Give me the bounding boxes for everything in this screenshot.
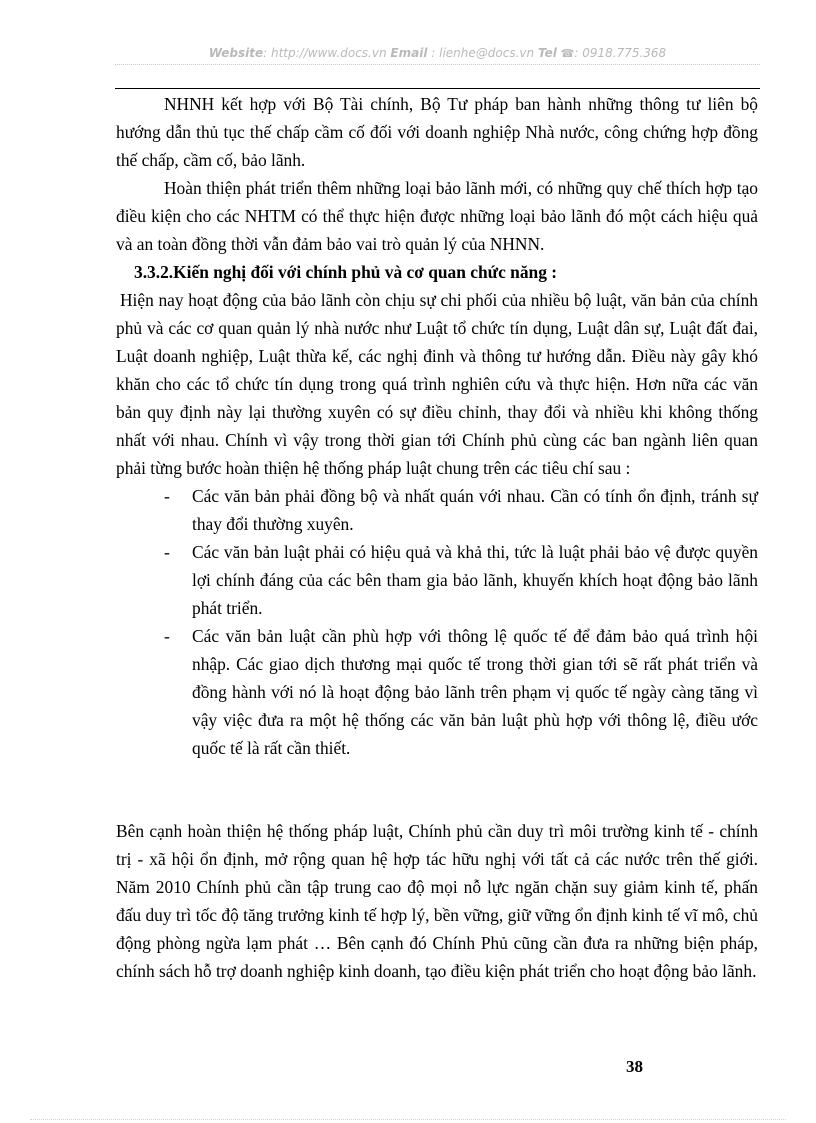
body-top-block <box>116 90 758 762</box>
bullet-marker: - <box>164 626 170 646</box>
body-top-rule <box>115 88 760 89</box>
bullet-marker: - <box>164 542 170 562</box>
website-url: : http://www.docs.vn <box>263 46 387 60</box>
paragraph-1: NHNH kết hợp với Bộ Tài chính, Bộ Tư pháp ban hành những thông tư liên bộ hướng dẫn thủ tục thế chấp cầm cố đối với doanh nghiệp Nhà nước, công chứng hợp đồng thế chấp, cầm cố, bảo lãnh. <box>116 94 758 170</box>
header-divider <box>115 64 760 65</box>
list-item-text: Các văn bản phải đồng bộ và nhất quán với nhau. Cần có tính ổn định, tránh sự thay đổi thường xuyên. <box>192 486 758 534</box>
list-item-text: Các văn bản luật cần phù hợp với thông lệ quốc tế để đảm bảo quá trình hội nhập. Các giao dịch thương mại quốc tế trong thời gian tới sẽ rất phát triển và đồng hành với nó là hoạt động bảo lãnh trên phạm vị quốc tế ngày càng tăng vì vậy việc đưa ra một hệ thống các văn bản luật phù hợp với thông lệ, điều ước quốc tế là rất cần thiết. <box>192 626 758 758</box>
list-item <box>116 622 758 762</box>
paragraph-4: Bên cạnh hoàn thiện hệ thống pháp luật, Chính phủ cần duy trì môi trường kinh tế - chính trị - xã hội ổn định, mở rộng quan hệ hợp tác hữu nghị với tất cả các nước trên thế giới. Năm 2010 Chính phủ cần tập trung cao độ mọi nỗ lực ngăn chặn suy giảm kinh tế, phấn đấu duy trì tốc độ tăng trưởng kinh tế hợp lý, bền vững, giữ vững ổn định kinh tế vĩ mô, chủ động phòng ngừa lạm phát … Bên cạnh đó Chính Phủ cũng cần đưa ra những biện pháp, chính sách hỗ trợ doanh nghiệp kinh doanh, tạo điều kiện phát triển cho hoạt động bảo lãnh. <box>116 821 758 981</box>
phone-icon: ☎ <box>560 47 575 60</box>
email-address: : lienhe@docs.vn <box>431 46 535 60</box>
paragraph-2: Hoàn thiện phát triển thêm những loại bảo lãnh mới, có những quy chế thích hợp tạo điều kiện cho các NHTM có thể thực hiện được những loại bảo lãnh đó một cách hiệu quả và an toàn đồng thời vẫn đảm bảo vai trò quản lý của NHNN. <box>116 178 758 254</box>
tel-number: : 0918.775.368 <box>574 46 667 60</box>
tel-label: Tel <box>537 46 557 60</box>
website-label: Website <box>208 46 264 60</box>
paragraph-3: Hiện nay hoạt động của bảo lãnh còn chịu sự chi phối của nhiều bộ luật, văn bản của chính phủ và các cơ quan quản lý nhà nước như Luật tổ chức tín dụng, Luật dân sự, Luật đất đai, Luật doanh nghiệp, Luật thừa kế, các nghị đinh và thông tư hướng dẫn. Điều này gây khó khăn cho các tổ chức tín dụng trong quá trình nghiên cứu và thực hiện. Hơn nữa các văn bản quy định này lại thường xuyên có sự điều chỉnh, thay đổi và nhiều khi không thống nhất với nhau. Chính vì vậy trong thời gian tới Chính phủ cùng các ban ngành liên quan phải từng bước hoàn thiện hệ thống pháp luật chung trên các tiêu chí sau : <box>116 290 758 478</box>
page-number: 38 <box>626 1057 643 1076</box>
email-label: Email <box>390 46 428 60</box>
section-heading: 3.3.2.Kiến nghị đối với chính phủ và cơ quan chức năng : <box>134 262 558 282</box>
list-item <box>116 482 758 538</box>
bullet-marker: - <box>164 486 170 506</box>
body-bottom-block <box>116 817 758 985</box>
list-item <box>116 538 758 622</box>
criteria-list <box>116 482 758 762</box>
footer-divider <box>30 1119 786 1120</box>
page-header <box>115 46 760 60</box>
list-item-text: Các văn bản luật phải có hiệu quả và khả thi, tức là luật phải bảo vệ được quyền lợi chính đáng của các bên tham gia bảo lãnh, khuyến khích hoạt động bảo lãnh phát triển. <box>192 542 758 618</box>
